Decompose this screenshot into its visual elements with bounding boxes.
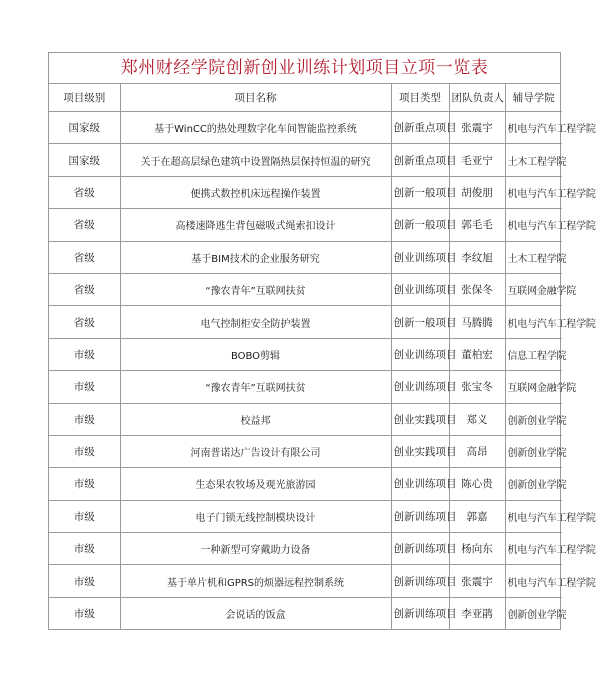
cell-team-lead: 陈心贵: [449, 468, 505, 500]
cell-project-name: “豫农青年”互联网扶贫: [120, 371, 391, 403]
cell-project-type: 创新一般项目: [391, 209, 449, 241]
table-row: [49, 565, 562, 597]
table-row: [49, 241, 562, 273]
cell-level: 省级: [49, 209, 120, 241]
cell-project-name: “豫农青年”互联网扶贫: [120, 273, 391, 305]
table-row: [49, 144, 562, 176]
cell-project-type: 创新训练项目: [391, 500, 449, 532]
cell-project-type: 创新训练项目: [391, 597, 449, 629]
table-row: [49, 176, 562, 208]
cell-project-name: 电子门锁无线控制模块设计: [120, 500, 391, 532]
cell-school: 互联网金融学院: [505, 273, 562, 305]
cell-team-lead: 李纹旭: [449, 241, 505, 273]
cell-school: 土木工程学院: [505, 144, 562, 176]
cell-level: 市级: [49, 597, 120, 629]
cell-level: 国家级: [49, 112, 120, 144]
cell-level: 市级: [49, 403, 120, 435]
cell-project-name: 生态果农牧场及观光旅游园: [120, 468, 391, 500]
cell-project-type: 创新一般项目: [391, 176, 449, 208]
table-row: [49, 597, 562, 629]
cell-project-type: 创新训练项目: [391, 565, 449, 597]
column-header-name: 项目名称: [120, 84, 391, 112]
cell-project-type: 创新重点项目: [391, 112, 449, 144]
cell-project-type: 创业训练项目: [391, 241, 449, 273]
table-row: [49, 209, 562, 241]
cell-project-type: 创业训练项目: [391, 371, 449, 403]
cell-school: 机电与汽车工程学院: [505, 306, 562, 338]
cell-team-lead: 毛亚宁: [449, 144, 505, 176]
cell-project-name: 关于在超高层绿色建筑中设置隔热层保持恒温的研究: [120, 144, 391, 176]
cell-project-name: 电气控制柜安全防护装置: [120, 306, 391, 338]
cell-project-type: 创新训练项目: [391, 533, 449, 565]
column-header-type: 项目类型: [391, 84, 449, 112]
project-table: [49, 84, 596, 629]
cell-team-lead: 高昂: [449, 435, 505, 467]
cell-level: 市级: [49, 338, 120, 370]
cell-school: 机电与汽车工程学院: [505, 565, 562, 597]
cell-project-name: 河南普诺达广告设计有限公司: [120, 435, 391, 467]
cell-school: 创新创业学院: [505, 468, 562, 500]
cell-school: 信息工程学院: [505, 338, 562, 370]
cell-project-name: 校益邦: [120, 403, 391, 435]
cell-school: 创新创业学院: [505, 435, 562, 467]
cell-project-type: 创业训练项目: [391, 338, 449, 370]
cell-project-name: 会说话的饭盒: [120, 597, 391, 629]
cell-project-name: 基于WinCC的热处理数字化车间智能监控系统: [120, 112, 391, 144]
cell-project-name: 便携式数控机床远程操作装置: [120, 176, 391, 208]
cell-project-type: 创业实践项目: [391, 435, 449, 467]
cell-level: 国家级: [49, 144, 120, 176]
cell-project-name: BOBO剪辑: [120, 338, 391, 370]
table-header-row: [49, 84, 562, 112]
cell-team-lead: 张宝冬: [449, 371, 505, 403]
column-header-school: 辅导学院: [505, 84, 562, 112]
cell-school: 创新创业学院: [505, 597, 562, 629]
cell-team-lead: 郭毛毛: [449, 209, 505, 241]
table-row: [49, 338, 562, 370]
cell-team-lead: 郑义: [449, 403, 505, 435]
table-row: [49, 468, 562, 500]
cell-project-name: 基于单片机和GPRS的烦器远程控制系统: [120, 565, 391, 597]
table-row: [49, 306, 562, 338]
cell-school: 机电与汽车工程学院: [505, 533, 562, 565]
cell-team-lead: 郭嘉: [449, 500, 505, 532]
cell-level: 省级: [49, 176, 120, 208]
cell-team-lead: 杨向东: [449, 533, 505, 565]
table-row: [49, 273, 562, 305]
cell-project-type: 创新一般项目: [391, 306, 449, 338]
table-row: [49, 435, 562, 467]
cell-school: 机电与汽车工程学院: [505, 112, 562, 144]
project-list-sheet: [48, 52, 596, 630]
cell-level: 省级: [49, 273, 120, 305]
cell-level: 市级: [49, 565, 120, 597]
cell-project-name: 一种新型可穿戴助力设备: [120, 533, 391, 565]
cell-school: 互联网金融学院: [505, 371, 562, 403]
cell-project-type: 创业实践项目: [391, 403, 449, 435]
cell-level: 市级: [49, 500, 120, 532]
table-row: [49, 403, 562, 435]
cell-team-lead: 张震宇: [449, 565, 505, 597]
cell-team-lead: 张震宇: [449, 112, 505, 144]
column-header-level: 项目级别: [49, 84, 120, 112]
cell-project-name: 基于BIM技术的企业服务研究: [120, 241, 391, 273]
cell-project-type: 创新重点项目: [391, 144, 449, 176]
cell-school: 机电与汽车工程学院: [505, 209, 562, 241]
column-header-lead: 团队负责人: [449, 84, 505, 112]
page-title: 郑州财经学院创新创业训练计划项目立项一览表: [49, 53, 560, 84]
cell-project-name: 高楼速降逃生背包磁吸式绳索扣设计: [120, 209, 391, 241]
cell-project-type: 创业训练项目: [391, 468, 449, 500]
table-row: [49, 112, 562, 144]
cell-team-lead: 董柏宏: [449, 338, 505, 370]
table-row: [49, 533, 562, 565]
cell-level: 省级: [49, 241, 120, 273]
table-row: [49, 500, 562, 532]
cell-level: 市级: [49, 371, 120, 403]
table-row: [49, 371, 562, 403]
cell-school: 创新创业学院: [505, 403, 562, 435]
cell-project-type: 创业训练项目: [391, 273, 449, 305]
table-body: [49, 112, 596, 630]
cell-level: 市级: [49, 533, 120, 565]
cell-level: 市级: [49, 468, 120, 500]
cell-level: 市级: [49, 435, 120, 467]
cell-level: 省级: [49, 306, 120, 338]
cell-team-lead: 张保冬: [449, 273, 505, 305]
cell-team-lead: 李亚鹃: [449, 597, 505, 629]
cell-team-lead: 胡俊朋: [449, 176, 505, 208]
cell-school: 土木工程学院: [505, 241, 562, 273]
cell-team-lead: 马腾腾: [449, 306, 505, 338]
cell-school: 机电与汽车工程学院: [505, 500, 562, 532]
cell-school: 机电与汽车工程学院: [505, 176, 562, 208]
